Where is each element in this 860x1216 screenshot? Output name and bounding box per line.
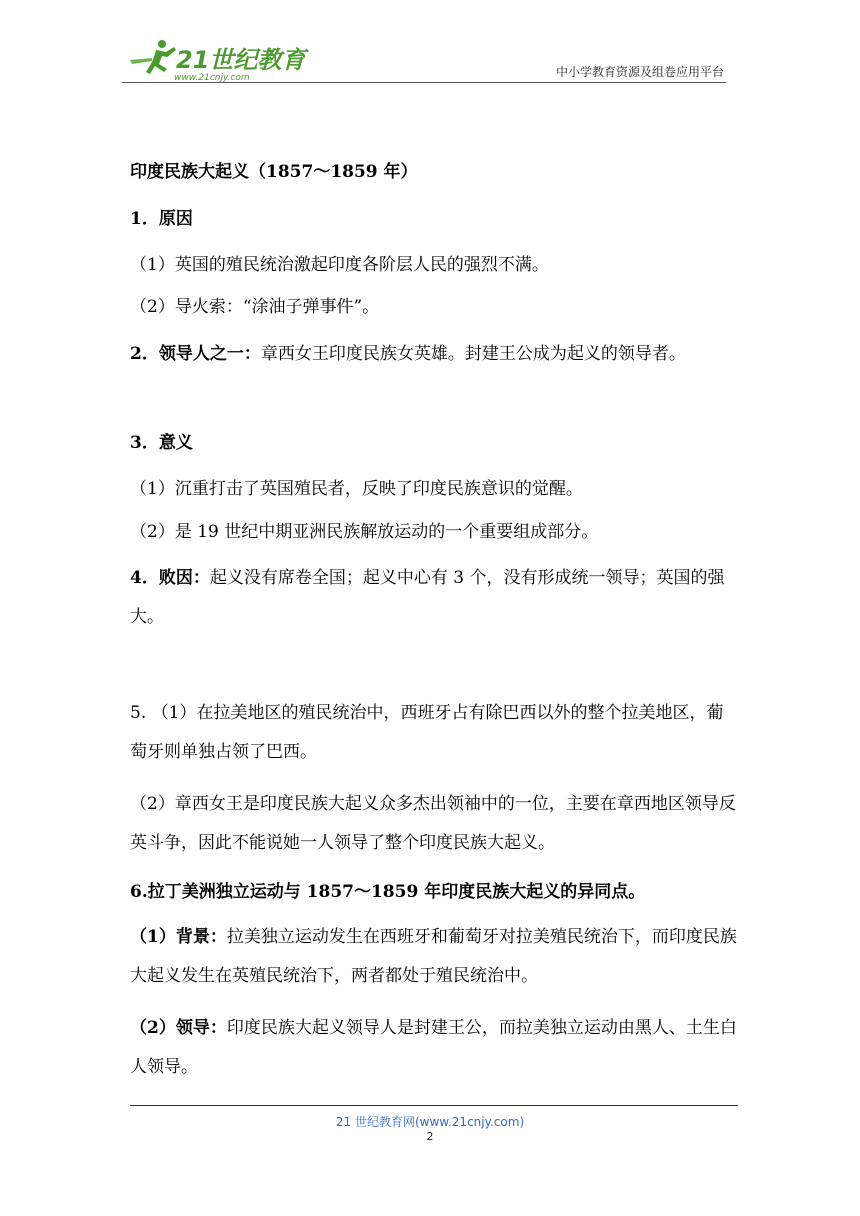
section-3-item-2: （2）是 19 世纪中期亚洲民族解放运动的一个重要组成部分。 <box>130 522 599 542</box>
header-platform-text: 中小学教育资源及组卷应用平台 <box>555 65 724 79</box>
section-2-paragraph <box>130 335 740 374</box>
section-3-item-1: （1）沉重打击了英国殖民者，反映了印度民族意识的觉醒。 <box>130 479 583 499</box>
section-4-paragraph <box>130 559 740 637</box>
answer-5-part-2: （2）章西女王是印度民族大起义众多杰出领袖中的一位，主要在章西地区领导反英斗争，因此不能说她一人领导了整个印度民族大起义。 <box>130 794 736 853</box>
answer-6-part-2-label: （2）领导： <box>130 1018 227 1038</box>
logo-url: www.21cnjy.com <box>174 73 250 83</box>
runner-icon <box>130 40 176 74</box>
section-1-item-2: （2）导火索：“涂油子弹事件”。 <box>130 297 380 317</box>
answer-6-part-2 <box>130 1009 740 1087</box>
question-6-heading: 6.拉丁美洲独立运动与 1857～1859 年印度民族大起义的异同点。 <box>130 882 646 902</box>
header-divider <box>122 82 726 83</box>
section-4-label: 4．败因： <box>130 568 210 588</box>
logo-text: 21世纪教育 <box>176 46 306 74</box>
section-4-text: 起义没有席卷全国；起义中心有 3 个，没有形成统一领导；英国的强大。 <box>130 568 725 627</box>
page-number: 2 <box>426 1130 434 1143</box>
section-1-item-1: （1）英国的殖民统治激起印度各阶层人民的强烈不满。 <box>130 255 549 275</box>
answer-6-part-1 <box>130 918 740 996</box>
footer-site-link[interactable]: 21 世纪教育网(www.21cnjy.com) <box>335 1115 525 1129</box>
footer-divider <box>130 1105 738 1106</box>
section-3-heading: 3．意义 <box>130 433 193 453</box>
answer-5-part-1: 5. （1）在拉美地区的殖民统治中，西班牙占有除巴西以外的整个拉美地区，葡萄牙则单独占领了巴西。 <box>130 703 724 762</box>
section-2-label: 2．领导人之一： <box>130 344 261 364</box>
section-1-heading: 1．原因 <box>130 209 193 229</box>
document-title: 印度民族大起义（1857～1859 年） <box>130 162 418 182</box>
answer-6-part-1-text: 拉美独立运动发生在西班牙和葡萄牙对拉美殖民统治下，而印度民族大起义发生在英殖民统治下，两者都处于殖民统治中。 <box>130 927 737 986</box>
site-logo <box>122 38 306 84</box>
section-2-text: 章西女王印度民族女英雄。封建王公成为起义的领导者。 <box>260 344 686 364</box>
answer-6-part-2-text: 印度民族大起义领导人是封建王公，而拉美独立运动由黑人、土生白人领导。 <box>130 1018 737 1077</box>
answer-6-part-1-label: （1）背景： <box>130 927 227 947</box>
